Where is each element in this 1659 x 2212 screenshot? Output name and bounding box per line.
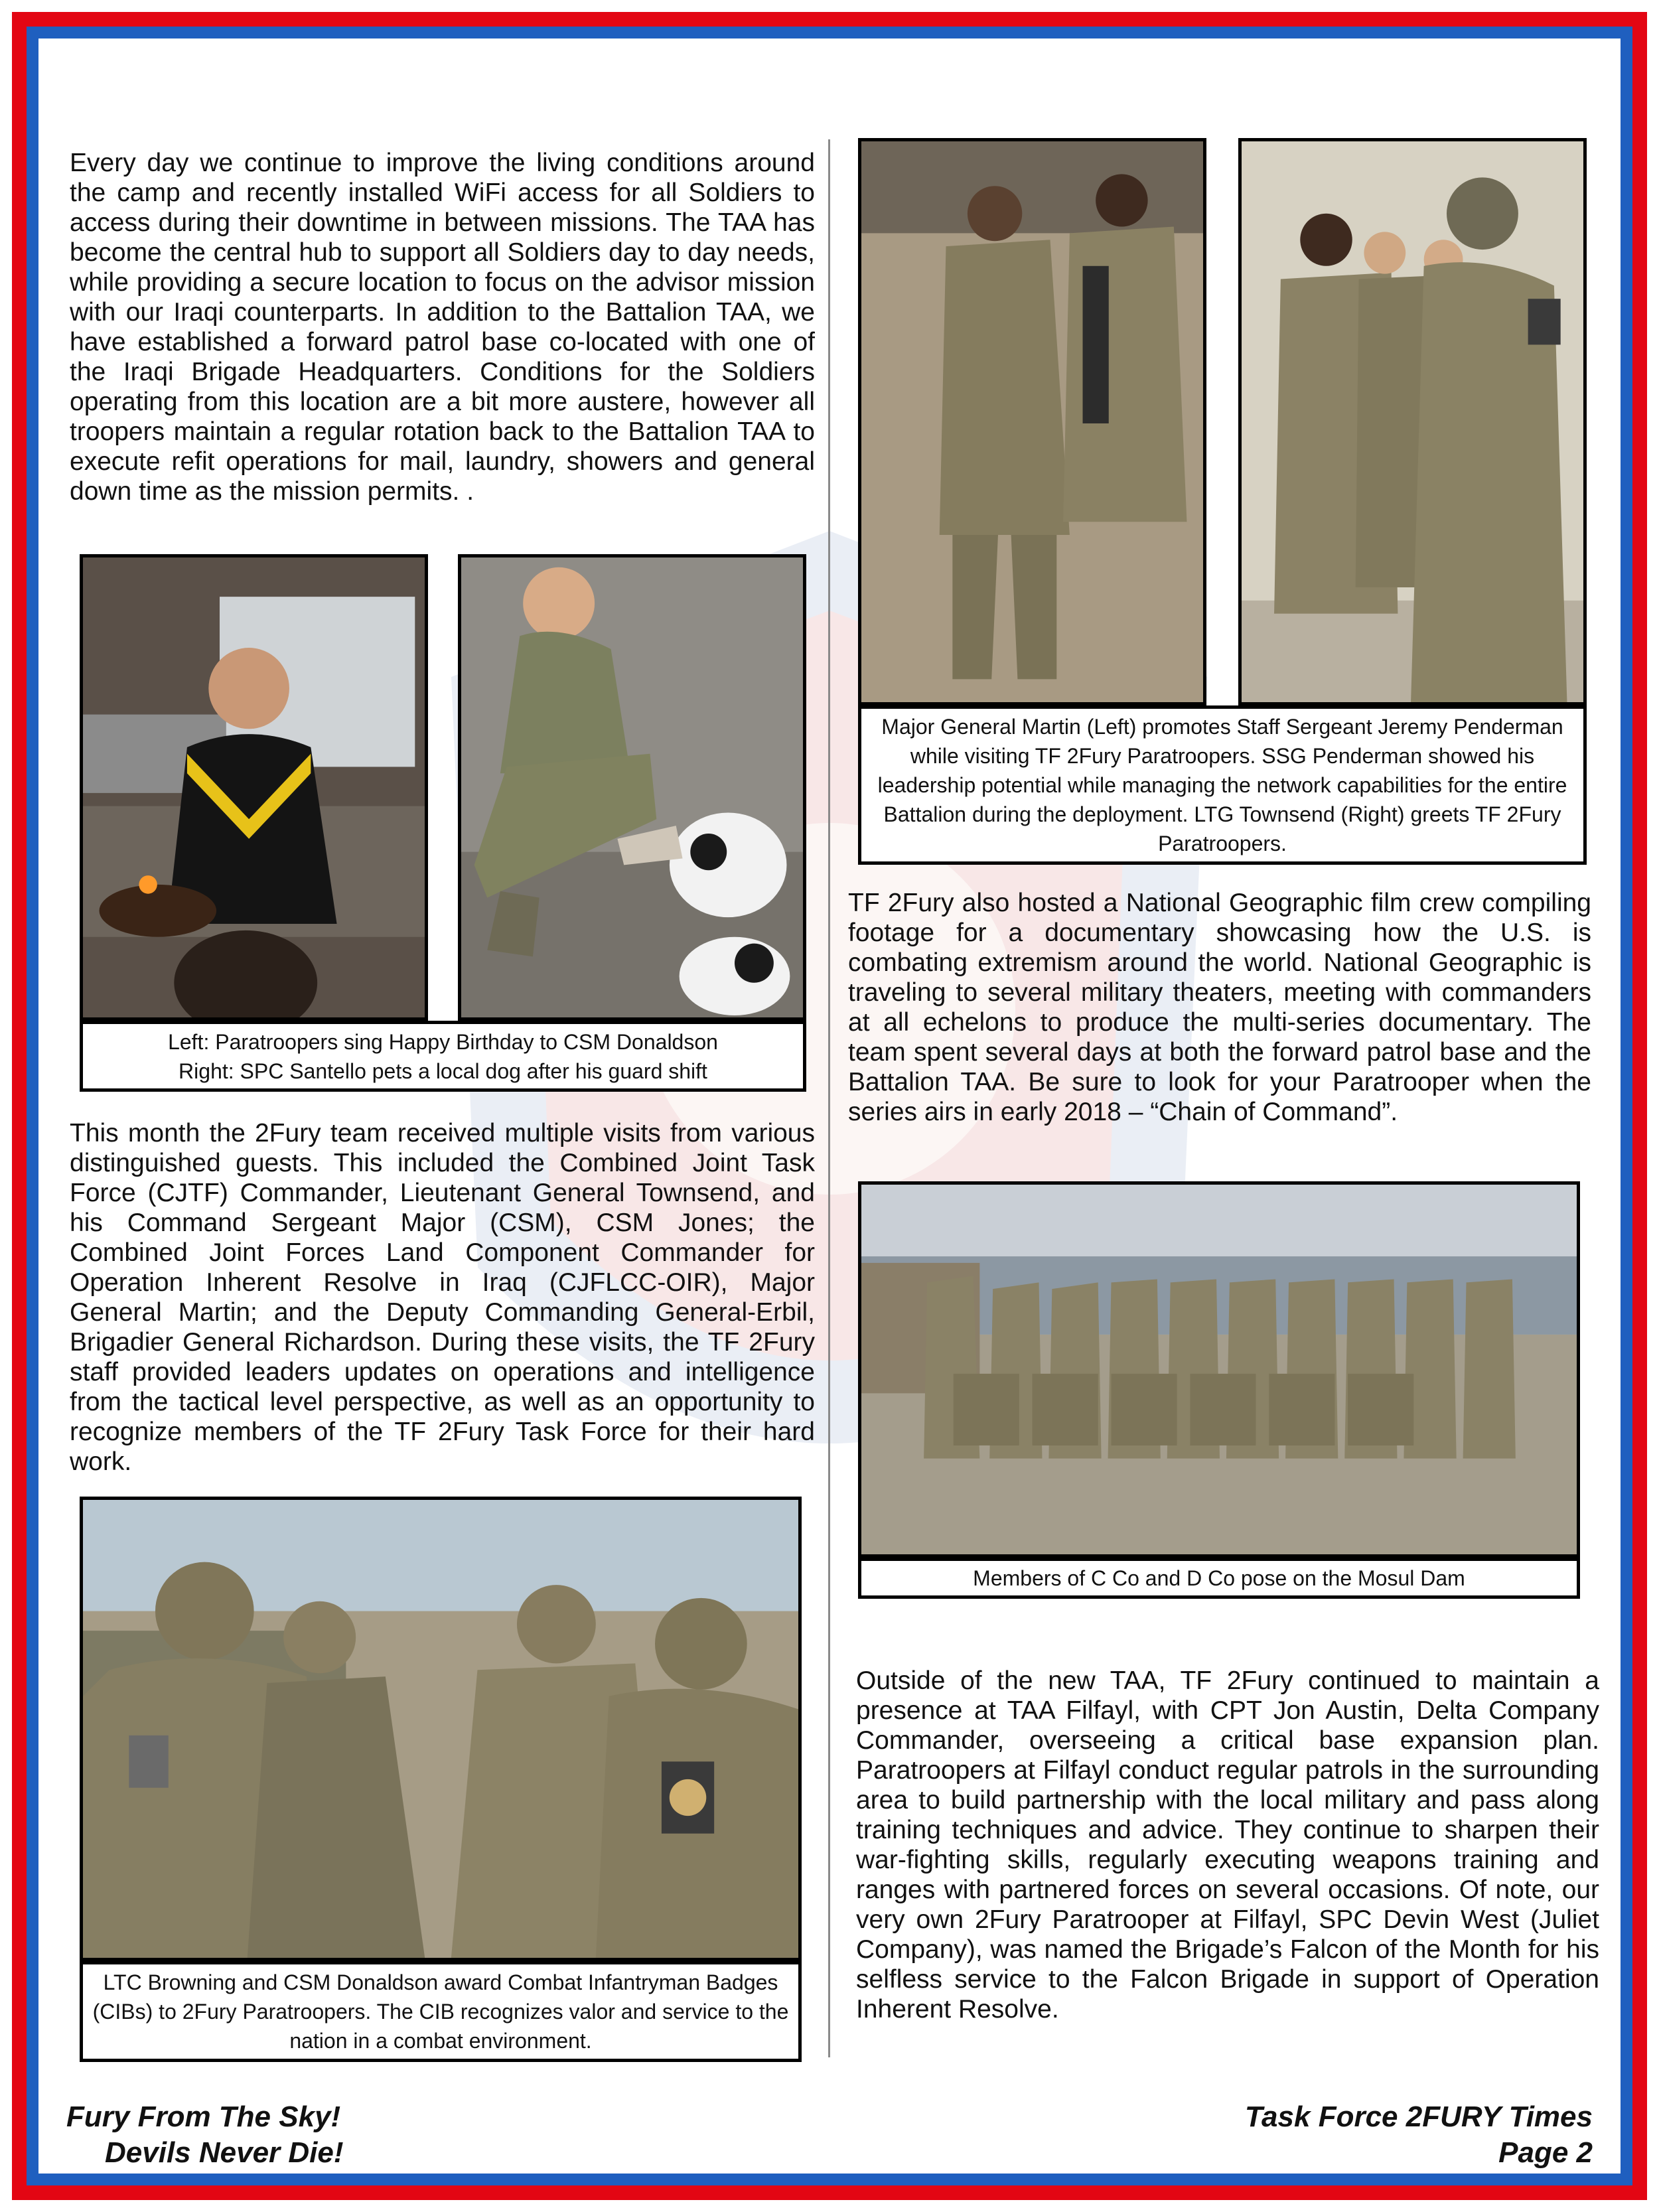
article-paragraph-living-conditions: Every day we continue to improve the living conditions around the camp and recently installed WiFi access for all Soldiers to access during their downtime in between missions. The TAA has become the central hub to support all Soldiers day to day needs, while providing a secure location to focus on the advisor mission with our Iraqi counterparts. In addition to the Battalion TAA, we have established a forward patrol base co-located with one of the Iraqi Brigade Headquarters. Conditions for the Soldiers operating from this location are a bit more austere, however all troopers maintain a regular rotation back to the Battalion TAA to execute refit operations for mail, laundry, showers and general down time as the mission permits. . [70,149,815,506]
photo-ltg-greeting [1238,138,1587,705]
footer-publication [1245,2099,1593,2171]
caption-mosul-dam [858,1558,1580,1599]
footer-motto-line2: Devils Never Die! [105,2136,344,2169]
article-paragraph-national-geographic: TF 2Fury also hosted a National Geographic film crew compiling footage for a documentary showcasing how the U.S. is combating extremism around the world. National Geographic is traveling to several military theaters, meeting with commanders at all echelons to produce the multi-series documentary. The team spent several days at both the forward patrol base and the Battalion TAA. Be sure to look for your Paratrooper when the series airs in early 2018 – “Chain of Command”. [848,889,1591,1126]
photo-cib-award [80,1497,802,1961]
footer-motto [66,2099,344,2171]
footer-publication-title: Task Force 2FURY Times [1244,2101,1593,2133]
caption-mosul-dam-text: Members of C Co and D Co pose on the Mosul Dam [973,1566,1465,1590]
caption-line-right: Right: SPC Santello pets a local dog after his guard shift [179,1059,707,1083]
photo-soldier-with-dog [458,554,806,1021]
caption-cib-award [80,1961,802,2062]
photo-birthday [80,554,428,1021]
article-paragraph-taa-filfayl: Outside of the new TAA, TF 2Fury continued to maintain a presence at TAA Filfayl, with CPT Jon Austin, Delta Company Commander, overseeing a critical base expansion plan. Paratroopers at Filfayl conduct regular patrols in the surrounding area to build partnership with the local military and pass along training techniques and advice. They continue to sharpen their war-fighting skills, regularly executing weapons training and ranges with partnered forces on several occasions. Of note, our very own 2Fury Paratrooper at Filfayl, SPC Devin West (Juliet Company), was named the Brigade’s Falcon of the Month for his selfless service to the Falcon Brigade in support of Operation Inherent Resolve. [856,1666,1599,2024]
footer-motto-line1: Fury From The Sky! [66,2101,341,2133]
article-paragraph-distinguished-guests: This month the 2Fury team received multiple visits from various distinguished guests. This included the Combined Joint Task Force (CJTF) Commander, Lieutenant General Townsend, and his Command Sergeant Major (CSM), CSM Jones; the Combined Joint Forces Land Component Commander for Operation Inherent Resolve in Iraq (CJFLCC-OIR), Major General Martin; and the Deputy Commanding General-Erbil, Brigadier General Richardson. During these visits, the TF 2Fury staff provided leaders updates on operations and intelligence from the tactical level perspective, as well as an opportunity to recognize members of the TF 2Fury Task Force for their hard work. [70,1119,815,1476]
caption-line-left: Left: Paratroopers sing Happy Birthday to CSM Donaldson [168,1029,718,1054]
caption-promotion [858,705,1587,865]
photo-mosul-dam-group [858,1181,1580,1558]
footer-page-number: Page 2 [1498,2136,1593,2169]
caption-birthday-and-dog [80,1021,806,1092]
caption-cib-text: LTC Browning and CSM Donaldson award Combat Infantryman Badges (CIBs) to 2Fury Paratroopers. The CIB recognizes valor and service to the nation in a combat environment. [92,1970,789,2053]
caption-promotion-text: Major General Martin (Left) promotes Staff Sergeant Jeremy Penderman while visiting TF 2Fury Paratroopers. SSG Penderman showed his leadership potential while managing the network capabilities for the entire Battalion during the deployment. LTG Townsend (Right) greets TF 2Fury Paratroopers. [877,715,1567,855]
column-divider [828,139,830,2057]
photo-promotion-salute [858,138,1206,705]
